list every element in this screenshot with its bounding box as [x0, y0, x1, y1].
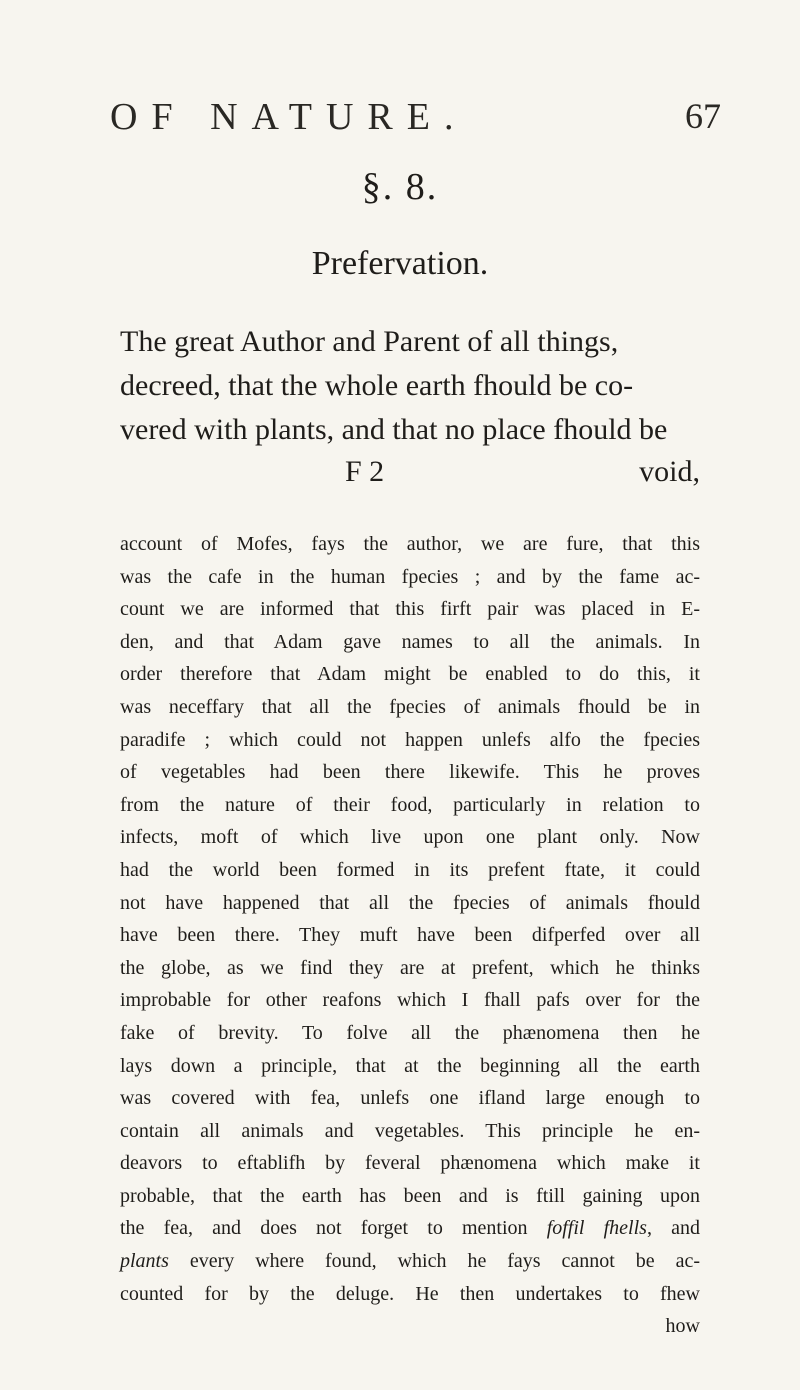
- text-line: decreed, that the whole earth fhould be co-: [120, 369, 634, 402]
- text-line: improbable for other reafons which I fhall pafs over for the: [120, 989, 700, 1012]
- text-fragment: every where found, which he fays cannot be ac-: [189, 1250, 701, 1273]
- section-title: Prefervation.: [311, 245, 489, 282]
- text-line: the globe, as we find they are at prefent, which he thinks: [120, 956, 700, 979]
- text-line: The great Author and Parent of all things,: [120, 325, 619, 358]
- text-line: vered with plants, and that no place fhould be: [120, 413, 668, 446]
- text-line: paradife ; which could not happen unlefs alfo the fpecies: [120, 728, 700, 751]
- text-line: had the world been formed in its prefent ftate, it could: [120, 858, 700, 881]
- text-line: was covered with fea, unlefs one ifland large enough to: [120, 1087, 700, 1110]
- text-line: account of Mofes, fays the author, we are fure, that this: [120, 533, 700, 555]
- text-line: [120, 1245, 700, 1278]
- text-line: deavors to eftablifh by feveral phænomena which make it: [120, 1152, 700, 1175]
- text-line: have been there. They muft have been difperfed over all: [120, 924, 700, 947]
- page-number: 67: [685, 96, 721, 136]
- text-line: was the cafe in the human fpecies ; and by the fame ac-: [120, 565, 700, 588]
- section-number: §. 8.: [361, 166, 439, 208]
- italic-term: foffil fhells: [546, 1217, 647, 1240]
- main-paragraph: [120, 320, 700, 452]
- italic-term: plants: [120, 1250, 169, 1273]
- text-line: counted for by the deluge. He then undertakes to fhew: [120, 1282, 700, 1305]
- signature-mark: F 2: [345, 455, 385, 488]
- catchword: void,: [639, 455, 700, 488]
- text-line: count we are informed that this firft pair was placed in E-: [120, 598, 700, 621]
- text-line: was neceffary that all the fpecies of animals fhould be in: [120, 695, 700, 718]
- text-line: lays down a principle, that at the beginning all the earth: [120, 1054, 700, 1077]
- catchword-bottom: how: [665, 1315, 700, 1338]
- text-line: from the nature of their food, particularly in relation to: [120, 793, 700, 816]
- footnote-text: [120, 528, 700, 1343]
- text-line: order therefore that Adam might be enabled to do this, it: [120, 663, 700, 686]
- text-line: not have happened that all the fpecies of animals fhould: [120, 891, 700, 914]
- text-line: infects, moft of which live upon one plant only. Now: [120, 826, 700, 849]
- running-head: OF NATURE.: [110, 96, 468, 138]
- text-line: probable, that the earth has been and is ftill gaining upon: [120, 1184, 700, 1207]
- text-line: fake of brevity. To folve all the phænomena then he: [120, 1021, 700, 1044]
- text-line: contain all animals and vegetables. This principle he en-: [120, 1119, 700, 1142]
- text-fragment: , and: [646, 1217, 701, 1240]
- text-line: of vegetables had been there likewife. This he proves: [120, 761, 700, 784]
- text-line: den, and that Adam gave names to all the animals. In: [120, 630, 700, 653]
- text-fragment: the fea, and does not forget to mention: [120, 1217, 528, 1240]
- text-line: [120, 1212, 700, 1245]
- catchline: [120, 455, 700, 499]
